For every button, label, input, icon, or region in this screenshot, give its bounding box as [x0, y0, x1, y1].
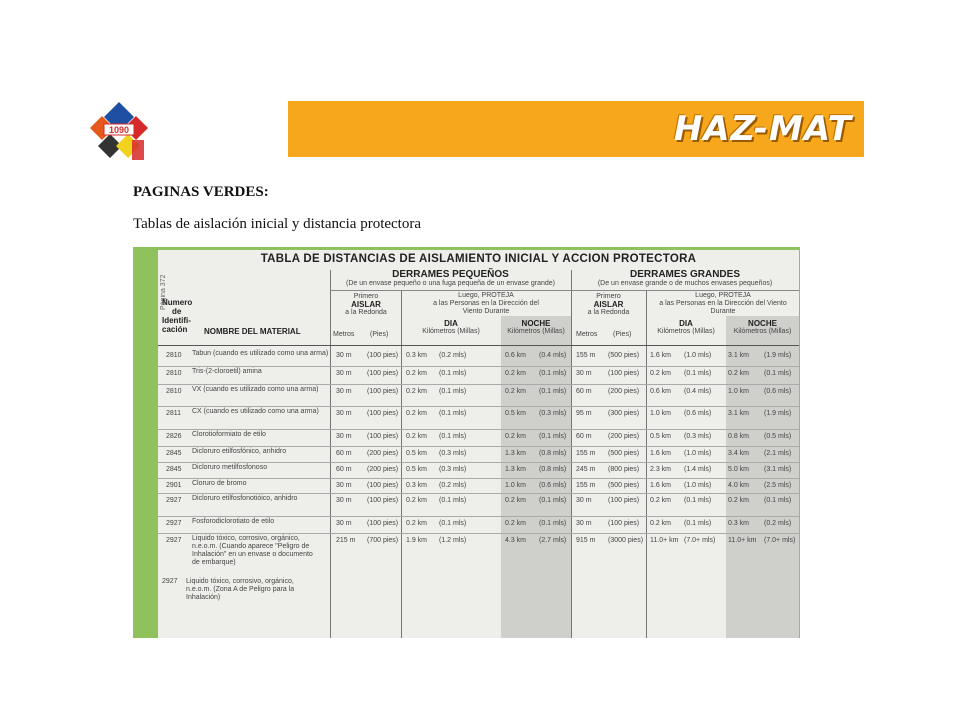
- cell-day-s-mi: (0.1 mls): [439, 433, 467, 440]
- cell-night-s-km: 0.2 km: [505, 388, 527, 395]
- cell-iso-l-m: 60 m: [576, 433, 592, 440]
- cell-iso-l-ft: (100 pies): [608, 497, 640, 504]
- cell-night-s-km: 0.2 km: [505, 497, 527, 504]
- name-column-header: NOMBRE DEL MATERIAL: [204, 327, 301, 336]
- cell-night-l-km: 3.4 km: [728, 450, 750, 457]
- table-row: [158, 367, 799, 385]
- cell-day-l-mi: (0.1 mls): [684, 497, 712, 504]
- cell-day-s-km: 0.2 km: [406, 520, 428, 527]
- cell-night-l-mi: (0.2 mls): [764, 520, 792, 527]
- cell-id: 2901: [166, 482, 182, 489]
- divider: [330, 290, 799, 291]
- cell-day-s-mi: (0.2 mls): [439, 352, 467, 359]
- cell-night-l-km: 11.0+ km: [728, 537, 757, 544]
- cell-day-l-km: 0.2 km: [650, 370, 672, 377]
- cell-night-l-km: 5.0 km: [728, 466, 750, 473]
- cell-night-l-mi: (7.0+ mls): [764, 537, 796, 544]
- cell-iso-s-m: 30 m: [336, 482, 352, 489]
- large-spills-header: DERRAMES GRANDES (De un envase grande o de muchos envases pequeños): [597, 269, 773, 287]
- cell-iso-l-ft: (3000 pies): [608, 537, 644, 544]
- cell-iso-s-m: 60 m: [336, 450, 352, 457]
- cell-night-l-mi: (3.1 mls): [764, 466, 792, 473]
- cell-night-s-km: 0.2 km: [505, 433, 527, 440]
- cell-day-l-mi: (0.3 mls): [684, 433, 712, 440]
- cell-material-name: Dicloruro etilfosfonotióico, anhidro: [192, 495, 298, 502]
- svg-text:1090: 1090: [108, 125, 130, 135]
- cell-night-s-mi: (0.1 mls): [539, 520, 567, 527]
- last-entry: 2927 Liquido tóxico, corrosivo, orgánico, n.e.o.m. (Zona A de Peligro para la Inhalación): [162, 578, 295, 601]
- table-row: [158, 517, 799, 534]
- cell-id: 2845: [166, 450, 182, 457]
- table-row: [158, 349, 799, 367]
- cell-iso-l-m: 155 m: [576, 352, 596, 359]
- cell-material-name: CX (cuando es utilizado como una arma): [192, 408, 319, 415]
- cell-iso-s-ft: (100 pies): [367, 497, 399, 504]
- hazmat-banner: [288, 101, 864, 157]
- table-row: [158, 407, 799, 430]
- cell-iso-s-ft: (700 pies): [367, 537, 399, 544]
- cell-day-s-mi: (1.2 mls): [439, 537, 467, 544]
- cell-iso-l-m: 155 m: [576, 482, 596, 489]
- cell-day-s-mi: (0.2 mls): [439, 482, 467, 489]
- cell-iso-l-ft: (300 pies): [608, 410, 640, 417]
- cell-night-l-mi: (2.5 mls): [764, 482, 792, 489]
- cell-day-l-km: 1.0 km: [650, 410, 672, 417]
- cell-night-l-mi: (0.1 mls): [764, 370, 792, 377]
- cell-iso-s-m: 30 m: [336, 520, 352, 527]
- cell-material-name: Dicloruro etilfosfónico, anhidro: [192, 448, 287, 455]
- cell-night-s-mi: (0.8 mls): [539, 466, 567, 473]
- cell-iso-l-ft: (100 pies): [608, 520, 640, 527]
- large-metros-header: Metros: [576, 331, 598, 338]
- cell-material-name: Fosforodiclorotiato de etilo: [192, 518, 275, 525]
- cell-day-l-km: 1.6 km: [650, 352, 672, 359]
- cell-night-s-km: 4.3 km: [505, 537, 527, 544]
- id-column-header: Numero de Identifi- cación: [162, 298, 193, 334]
- cell-id: 2927: [166, 497, 182, 504]
- page-side-label: Página 372: [160, 274, 167, 310]
- cell-day-s-km: 0.2 km: [406, 370, 428, 377]
- cell-day-l-km: 0.2 km: [650, 497, 672, 504]
- cell-iso-s-ft: (200 pies): [367, 466, 399, 473]
- cell-night-l-mi: (1.9 mls): [764, 352, 792, 359]
- cell-day-s-km: 0.2 km: [406, 497, 428, 504]
- cell-night-s-mi: (0.1 mls): [539, 497, 567, 504]
- cell-day-s-km: 0.3 km: [406, 352, 428, 359]
- small-metros-header: Metros: [333, 331, 355, 338]
- cell-day-s-mi: (0.3 mls): [439, 466, 467, 473]
- page-subheading: Tablas de aislación inicial y distancia protectora: [133, 216, 422, 232]
- cell-night-s-mi: (0.8 mls): [539, 450, 567, 457]
- cell-iso-l-ft: (200 pies): [608, 433, 640, 440]
- table-page: [158, 250, 799, 638]
- cell-day-l-mi: (1.0 mls): [684, 450, 712, 457]
- cell-day-l-km: 1.6 km: [650, 482, 672, 489]
- cell-night-l-km: 4.0 km: [728, 482, 750, 489]
- cell-iso-s-ft: (100 pies): [367, 482, 399, 489]
- cell-day-s-mi: (0.1 mls): [439, 370, 467, 377]
- small-spills-header: DERRAMES PEQUEÑOS (De un envase pequeño o una fuga pequeña de un envase grande): [345, 269, 555, 287]
- cell-night-s-mi: (2.7 mls): [539, 537, 567, 544]
- cell-night-s-km: 0.6 km: [505, 352, 527, 359]
- cell-day-s-km: 0.5 km: [406, 450, 428, 457]
- cell-night-l-km: 1.0 km: [728, 388, 750, 395]
- cell-iso-s-ft: (100 pies): [367, 370, 399, 377]
- cell-iso-s-ft: (100 pies): [367, 388, 399, 395]
- cell-id: 2826: [166, 433, 182, 440]
- cell-night-s-km: 1.3 km: [505, 466, 527, 473]
- cell-iso-l-m: 95 m: [576, 410, 592, 417]
- cell-iso-l-m: 245 m: [576, 466, 596, 473]
- cell-night-l-mi: (0.6 mls): [764, 388, 792, 395]
- cell-night-l-mi: (1.9 mls): [764, 410, 792, 417]
- small-pies-header: (Pies): [370, 331, 389, 338]
- cell-material-name: Cloruro de bromo: [192, 480, 247, 487]
- large-pies-header: (Pies): [613, 331, 632, 338]
- table-row: [158, 494, 799, 517]
- small-protect-header: Luego, PROTEJA a las Personas en la Dirección del Viento Durante: [433, 292, 539, 315]
- cell-iso-s-m: 30 m: [336, 497, 352, 504]
- cell-day-l-mi: (0.6 mls): [684, 410, 712, 417]
- cell-day-s-km: 0.2 km: [406, 410, 428, 417]
- cell-night-l-km: 3.1 km: [728, 410, 750, 417]
- cell-iso-s-m: 30 m: [336, 433, 352, 440]
- cell-night-s-km: 1.0 km: [505, 482, 527, 489]
- cell-day-l-mi: (1.0 mls): [684, 352, 712, 359]
- cell-id: 2927: [166, 537, 182, 544]
- cell-day-s-km: 1.9 km: [406, 537, 428, 544]
- small-isolate-header: Primero AISLAR a la Redonda: [345, 293, 387, 316]
- cell-day-s-km: 0.2 km: [406, 388, 428, 395]
- cell-night-s-mi: (0.1 mls): [539, 370, 567, 377]
- table-row: [158, 430, 799, 447]
- cell-iso-s-m: 30 m: [336, 410, 352, 417]
- hazmat-placards-icon: [88, 100, 150, 166]
- large-protect-header: Luego, PROTEJA a las Personas en la Dirección del Viento Durante: [659, 292, 787, 315]
- table-row: [158, 385, 799, 407]
- cell-id: 2845: [166, 466, 182, 473]
- cell-iso-s-m: 30 m: [336, 352, 352, 359]
- table-row: [158, 534, 799, 574]
- cell-night-s-mi: (0.4 mls): [539, 352, 567, 359]
- scanned-table-image: [133, 247, 800, 638]
- cell-iso-s-ft: (100 pies): [367, 410, 399, 417]
- cell-id: 2810: [166, 388, 182, 395]
- cell-night-s-km: 0.5 km: [505, 410, 527, 417]
- cell-iso-l-ft: (500 pies): [608, 352, 640, 359]
- cell-iso-s-m: 30 m: [336, 370, 352, 377]
- cell-iso-s-ft: (100 pies): [367, 433, 399, 440]
- cell-day-l-mi: (0.1 mls): [684, 370, 712, 377]
- cell-night-s-km: 1.3 km: [505, 450, 527, 457]
- cell-day-l-km: 11.0+ km: [650, 537, 679, 544]
- cell-iso-s-m: 30 m: [336, 388, 352, 395]
- cell-id: 2810: [166, 370, 182, 377]
- cell-night-s-km: 0.2 km: [505, 520, 527, 527]
- cell-iso-s-m: 215 m: [336, 537, 356, 544]
- cell-id: 2810: [166, 352, 182, 359]
- cell-night-s-mi: (0.1 mls): [539, 388, 567, 395]
- cell-day-l-km: 0.6 km: [650, 388, 672, 395]
- large-day-header: DIA Kilómetros (Millas): [657, 319, 715, 335]
- cell-iso-l-m: 30 m: [576, 370, 592, 377]
- cell-night-s-mi: (0.6 mls): [539, 482, 567, 489]
- small-night-header: NOCHE Kilómetros (Millas): [507, 319, 565, 335]
- cell-iso-s-ft: (100 pies): [367, 520, 399, 527]
- table-title: TABLA DE DISTANCIAS DE AISLAMIENTO INICIAL Y ACCION PROTECTORA: [260, 253, 697, 265]
- cell-id: 2811: [166, 410, 182, 417]
- hazmat-logo: [88, 100, 150, 166]
- cell-iso-l-ft: (200 pies): [608, 388, 640, 395]
- cell-day-l-km: 0.2 km: [650, 520, 672, 527]
- cell-day-l-mi: (1.4 mls): [684, 466, 712, 473]
- divider: [158, 345, 799, 346]
- cell-material-name: Liquido tóxico, corrosivo, orgánico, n.e.o.m. (Cuando aparece "Peligro de Inhalación" en un envase o documento de embarque): [192, 535, 313, 566]
- cell-night-l-mi: (0.5 mls): [764, 433, 792, 440]
- cell-id: 2927: [166, 520, 182, 527]
- cell-material-name: Clorotioformiato de etilo: [192, 431, 266, 438]
- cell-iso-l-ft: (500 pies): [608, 482, 640, 489]
- table-row: [158, 447, 799, 463]
- cell-iso-l-m: 30 m: [576, 520, 592, 527]
- large-isolate-header: Primero AISLAR a la Redonda: [587, 293, 630, 316]
- cell-night-s-mi: (0.3 mls): [539, 410, 567, 417]
- table-row: [158, 463, 799, 479]
- cell-material-name: Tris-(2-cloroetil) amina: [192, 368, 262, 375]
- cell-day-l-km: 1.6 km: [650, 450, 672, 457]
- page-heading: PAGINAS VERDES:: [133, 184, 269, 200]
- cell-iso-s-ft: (100 pies): [367, 352, 399, 359]
- cell-material-name: VX (cuando es utilizado como una arma): [192, 386, 319, 393]
- large-night-header: NOCHE Kilómetros (Millas): [733, 319, 792, 335]
- cell-iso-s-ft: (200 pies): [367, 450, 399, 457]
- cell-day-s-km: 0.3 km: [406, 482, 428, 489]
- cell-night-l-km: 0.3 km: [728, 520, 750, 527]
- cell-material-name: Tabun (cuando es utilizado como una arma): [192, 350, 329, 357]
- banner-title: HAZ-MAT: [673, 109, 852, 149]
- cell-iso-l-ft: (100 pies): [608, 370, 640, 377]
- small-day-header: DIA Kilómetros (Millas): [422, 319, 480, 335]
- table-row: [158, 479, 799, 494]
- cell-material-name: Dicloruro metilfosfonoso: [192, 464, 268, 471]
- cell-iso-s-m: 60 m: [336, 466, 352, 473]
- cell-night-l-km: 0.2 km: [728, 370, 750, 377]
- cell-day-l-mi: (0.1 mls): [684, 520, 712, 527]
- cell-day-l-km: 2.3 km: [650, 466, 672, 473]
- cell-iso-l-m: 915 m: [576, 537, 596, 544]
- cell-day-l-mi: (1.0 mls): [684, 482, 712, 489]
- cell-night-l-km: 0.8 km: [728, 433, 750, 440]
- cell-night-l-km: 0.2 km: [728, 497, 750, 504]
- cell-day-s-mi: (0.3 mls): [439, 450, 467, 457]
- cell-day-s-mi: (0.1 mls): [439, 410, 467, 417]
- cell-day-s-km: 0.2 km: [406, 433, 428, 440]
- cell-night-l-mi: (2.1 mls): [764, 450, 792, 457]
- cell-day-l-mi: (0.4 mls): [684, 388, 712, 395]
- cell-day-s-km: 0.5 km: [406, 466, 428, 473]
- cell-iso-l-m: 155 m: [576, 450, 596, 457]
- cell-day-s-mi: (0.1 mls): [439, 520, 467, 527]
- cell-day-l-km: 0.5 km: [650, 433, 672, 440]
- cell-day-s-mi: (0.1 mls): [439, 497, 467, 504]
- cell-day-l-mi: (7.0+ mls): [684, 537, 716, 544]
- cell-night-l-mi: (0.1 mls): [764, 497, 792, 504]
- cell-night-s-mi: (0.1 mls): [539, 433, 567, 440]
- cell-iso-l-m: 30 m: [576, 497, 592, 504]
- cell-night-l-km: 3.1 km: [728, 352, 750, 359]
- cell-iso-l-ft: (500 pies): [608, 450, 640, 457]
- cell-iso-l-m: 60 m: [576, 388, 592, 395]
- cell-iso-l-ft: (800 pies): [608, 466, 640, 473]
- cell-night-s-km: 0.2 km: [505, 370, 527, 377]
- cell-day-s-mi: (0.1 mls): [439, 388, 467, 395]
